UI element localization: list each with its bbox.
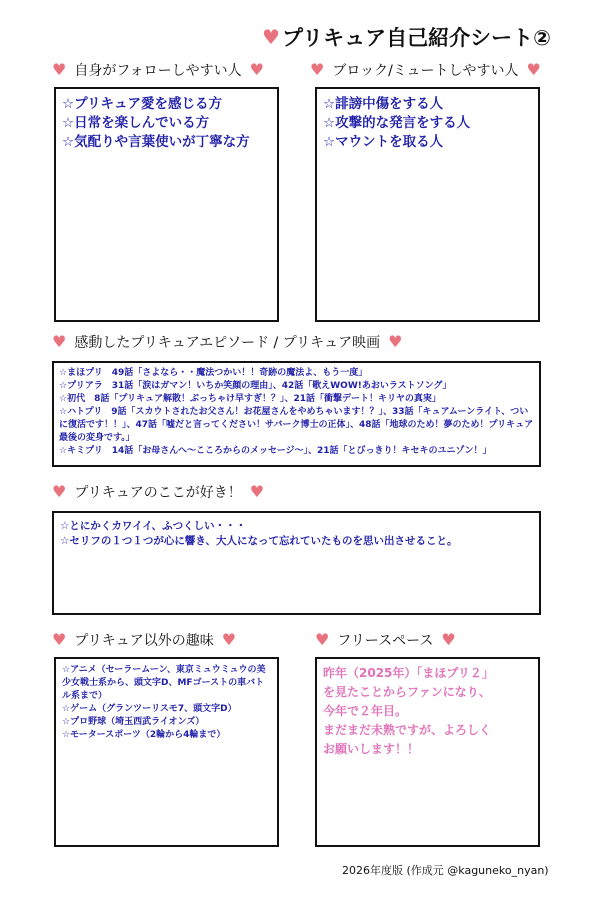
list-item: ☆プリキュア愛を感じる方 [62, 96, 223, 112]
list-item: お願いします！！ [323, 742, 420, 756]
heart-icon: ♥ [52, 60, 67, 79]
list-item: ☆まほプリ 49話「さよなら・・魔法つかい！！奇跡の魔法よ、もう一度」 [59, 368, 368, 378]
list-item: ☆キミプリ 14話「お母さんへ～こころからのメッセージ～」、21話「とびっきり！キセキのユニゾン！」 [59, 446, 492, 456]
list-item: 昨年（2025年）「まほプリ２」 [323, 666, 494, 680]
block-section-label: ♥ ブロック/ミュートしやすい人 ♥ [310, 60, 541, 79]
list-item: ☆アニメ（セーラームーン、東京ミュウミュウの美少女戦士系から、頭文字D、MFゴーストの車バトル系まで） [62, 665, 266, 701]
heart-icon: ♥ [249, 482, 265, 501]
list-item: ☆セリフの１つ１つが心に響き、大人になって忘れていたものを思い出させること。 [60, 535, 458, 547]
footer-credit: 2026年度版 (作成元 @kaguneko_nyan) [342, 864, 549, 877]
list-item: ☆初代 8話「プリキュア解散！ぶっちゃけ早すぎ！？」、21話「衝撃デート！キリヤの真実」 [59, 394, 441, 404]
list-item: ☆モータースポーツ（2輪から4輪まで） [62, 730, 226, 740]
list-item: ☆プロ野球（埼玉西武ライオンズ） [62, 717, 205, 727]
hobby-section-label: ♥ プリキュア以外の趣味 ♥ [52, 630, 237, 649]
list-item: ☆とにかくカワイイ、ふつくしい・・・ [60, 520, 247, 532]
list-item: 今年で２年目。 [323, 704, 408, 718]
heart-icon: ♥ [52, 482, 67, 501]
page-title [262, 22, 602, 52]
heart-icon: ♥ [310, 60, 325, 79]
list-item: ☆攻撃的な発言をする人 [323, 115, 471, 131]
heart-icon: ♥ [52, 630, 67, 649]
list-item: ☆ゲーム（グランツーリスモ7、頭文字D） [62, 704, 237, 714]
heart-icon: ♥ [221, 630, 237, 649]
free-section-label: ♥ フリースペース ♥ [315, 630, 456, 649]
list-item: を見たことからファンになり、 [323, 685, 491, 699]
list-item: まだまだ未熟ですが、よろしく [323, 723, 492, 737]
list-item: ☆気配りや言葉使いが丁寧な方 [62, 134, 250, 150]
list-item: ☆ハトプリ 9話「スカウトされたお父さん！お花屋さんをやめちゃいます！？」、33話「キュアムーンライト、ついに復活です！！」、47話「嘘だと言ってください！サバーク博士の正体」、48話「地球のため！夢のため！プリキュア最後の変身です。」 [59, 407, 534, 443]
heart-icon: ♥ [249, 60, 264, 79]
heart-icon: ♥ [441, 630, 456, 649]
page-title-text: プリキュア自己紹介シート② [281, 26, 551, 50]
list-item: ☆プリアラ 31話「涙はガマン！いちか笑顔の理由」、42話「歌えWOW!あおいラストソング」 [59, 381, 452, 391]
heart-icon: ♥ [388, 332, 403, 351]
episodes-box [52, 361, 541, 467]
list-item: ☆マウントを取る人 [323, 134, 444, 150]
heart-icon: ♥ [262, 25, 280, 49]
follow-section-label: ♥ 自身がフォローしやすい人 ♥ [52, 60, 264, 79]
heart-icon: ♥ [52, 332, 67, 351]
like-box [52, 511, 541, 615]
block-box [315, 87, 540, 322]
list-item: ☆日常を楽しんでいる方 [62, 115, 210, 131]
free-box [315, 657, 540, 847]
heart-icon: ♥ [526, 60, 541, 79]
heart-icon: ♥ [315, 630, 330, 649]
list-item: ☆誹謗中傷をする人 [323, 96, 444, 112]
hobby-box [54, 657, 279, 847]
like-section-label: ♥ プリキュアのここが好き！ ♥ [52, 482, 265, 501]
follow-box [54, 87, 279, 322]
episodes-section-label: ♥ 感動したプリキュアエピソード / プリキュア映画 ♥ [52, 332, 403, 351]
